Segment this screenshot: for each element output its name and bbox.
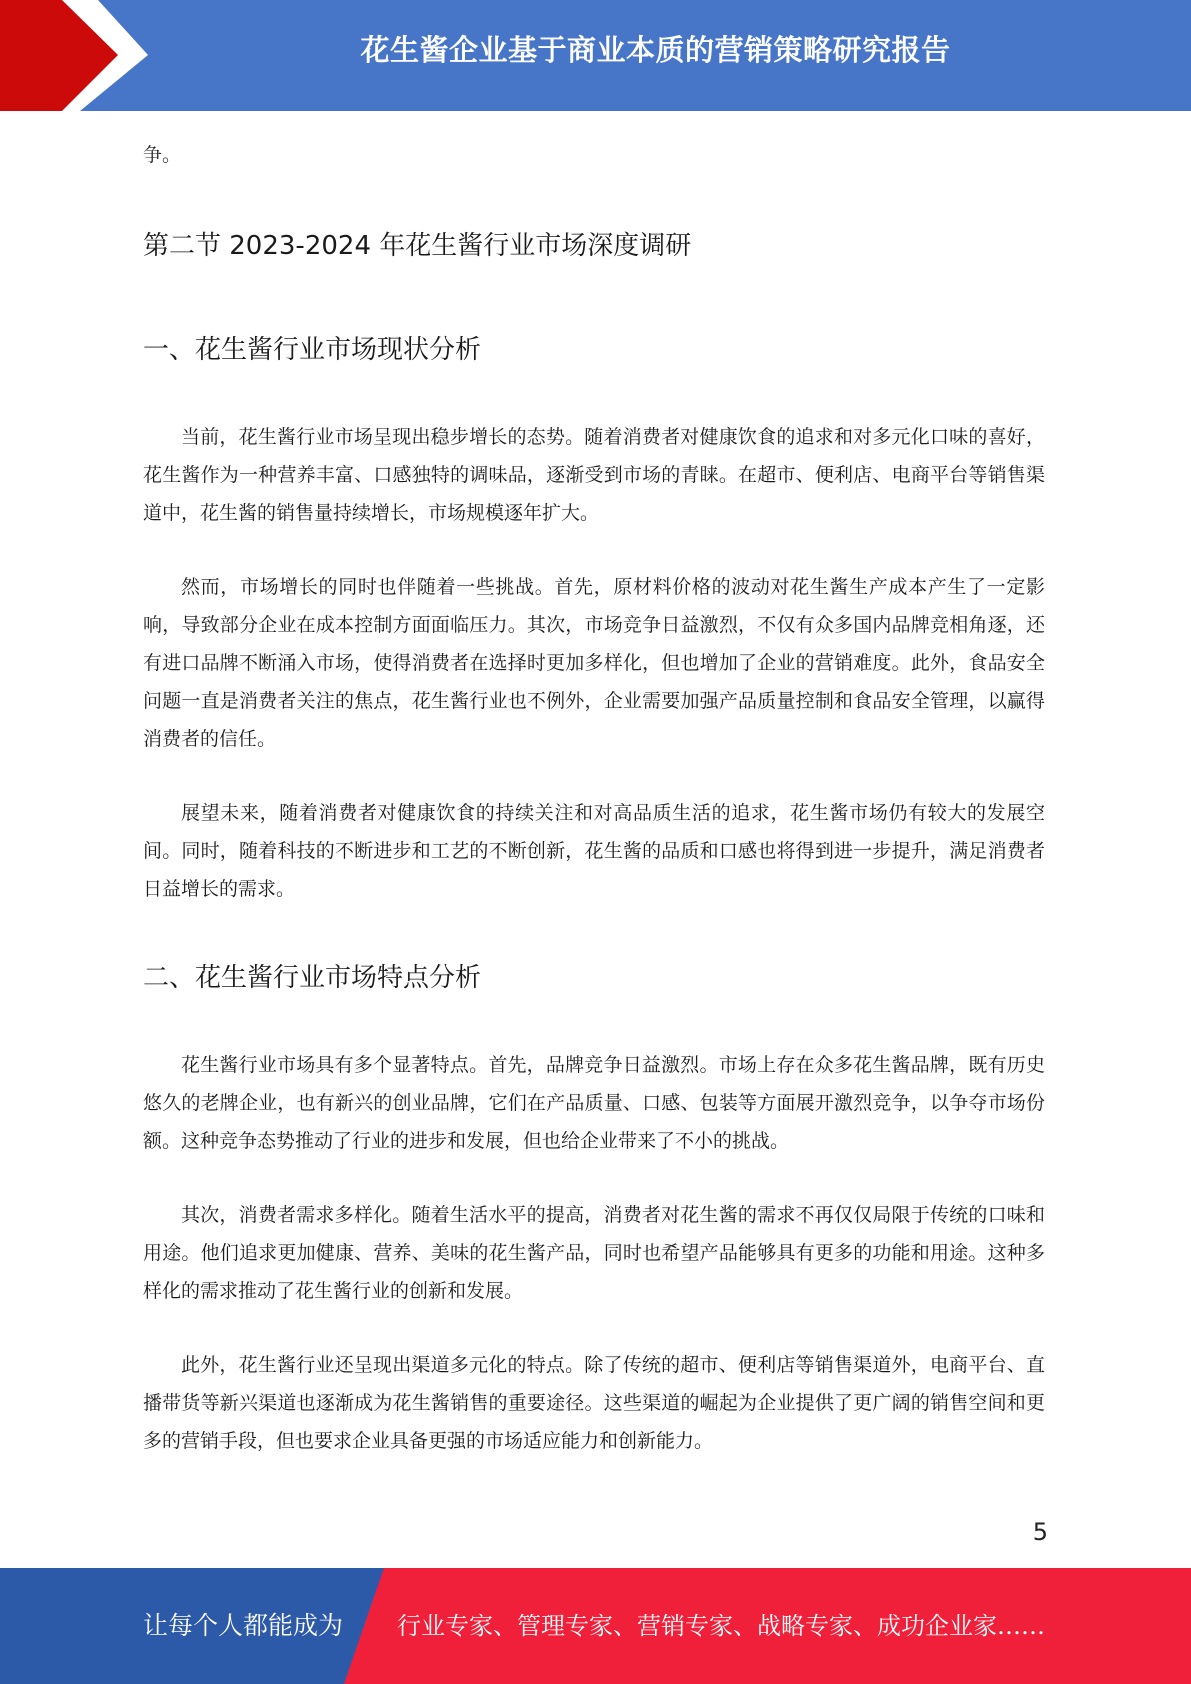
paragraph: 当前，花生酱行业市场呈现出稳步增长的态势。随着消费者对健康饮食的追求和对多元化口味的喜好，花生酱作为一种营养丰富、口感独特的调味品，逐渐受到市场的青睐。在超市、便利店、电商平台等销售渠道中，花生酱的销售量持续增长，市场规模逐年扩大。 [143,426,1045,524]
page-footer [0,1568,1191,1684]
continuation-text: 争。 [143,144,182,166]
footer-slogan-right: 行业专家、管理专家、营销专家、战略专家、成功企业家…… [397,1612,1045,1640]
document-body [143,136,1045,1496]
footer-slogan-left: 让每个人都能成为 [143,1611,344,1640]
page-header [0,0,1191,111]
section-heading: 第二节 2023-2024 年花生酱行业市场深度调研 [143,231,692,261]
paragraph: 然而，市场增长的同时也伴随着一些挑战。首先，原材料价格的波动对花生酱生产成本产生了一定影响，导致部分企业在成本控制方面面临压力。其次，市场竞争日益激烈，不仅有众多国内品牌竞相角逐，还有进口品牌不断涌入市场，使得消费者在选择时更加多样化，但也增加了企业的营销难度。此外，食品安全问题一直是消费者关注的焦点，花生酱行业也不例外，企业需要加强产品质量控制和食品安全管理，以赢得消费者的信任。 [143,576,1045,750]
subsection-heading-1: 一、花生酱行业市场现状分析 [143,335,482,365]
page-number: 5 [1032,1518,1048,1546]
paragraph: 此外，花生酱行业还呈现出渠道多元化的特点。除了传统的超市、便利店等销售渠道外，电商平台、直播带货等新兴渠道也逐渐成为花生酱销售的重要途径。这些渠道的崛起为企业提供了更广阔的销售空间和更多的营销手段，但也要求企业具备更强的市场适应能力和创新能力。 [143,1354,1045,1452]
paragraph: 花生酱行业市场具有多个显著特点。首先，品牌竞争日益激烈。市场上存在众多花生酱品牌，既有历史悠久的老牌企业，也有新兴的创业品牌，它们在产品质量、口感、包装等方面展开激烈竞争，以争夺市场份额。这种竞争态势推动了行业的进步和发展，但也给企业带来了不小的挑战。 [143,1054,1045,1152]
paragraph: 其次，消费者需求多样化。随着生活水平的提高，消费者对花生酱的需求不再仅仅局限于传统的口味和用途。他们追求更加健康、营养、美味的花生酱产品，同时也希望产品能够具有更多的功能和用途。这种多样化的需求推动了花生酱行业的创新和发展。 [143,1204,1045,1302]
subsection-heading-2: 二、花生酱行业市场特点分析 [143,963,482,993]
report-title: 花生酱企业基于商业本质的营销策略研究报告 [360,33,951,67]
paragraph: 展望未来，随着消费者对健康饮食的持续关注和对高品质生活的追求，花生酱市场仍有较大的发展空间。同时，随着科技的不断进步和工艺的不断创新，花生酱的品质和口感也将得到进一步提升，满足消费者日益增长的需求。 [143,802,1045,900]
header-chevron-decoration [0,0,160,111]
